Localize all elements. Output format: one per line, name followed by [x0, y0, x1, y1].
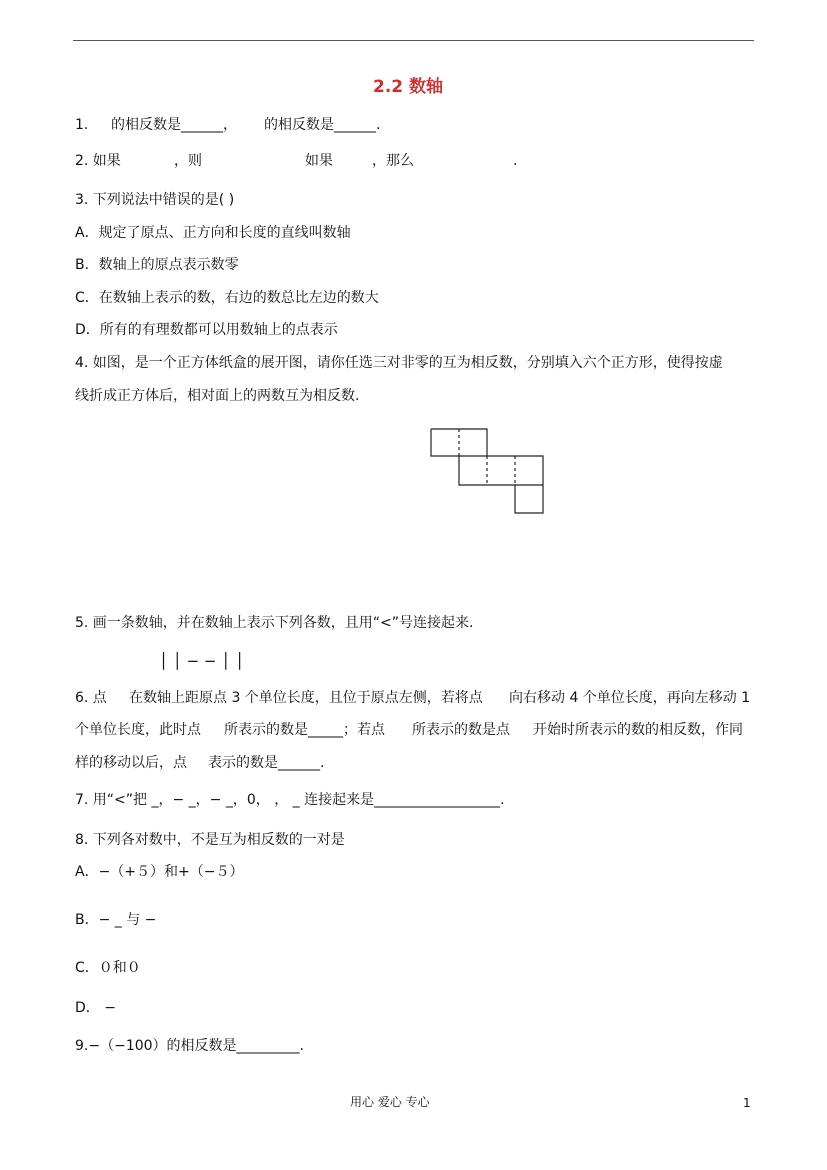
q6-line-2-a: 个单位长度，此时点: [75, 722, 201, 738]
q8-option-a: A．−（+５）和+（−５）: [75, 864, 244, 880]
q3-option-b: B．数轴上的原点表示数零: [75, 257, 239, 273]
q6-line-3-a: 样的移动以后，点: [75, 755, 187, 771]
q1-part-b: 的相反数是______.: [264, 117, 381, 133]
q2-part-e: .: [513, 153, 518, 169]
q5-numbers: │ │ − − │ │: [159, 652, 245, 670]
q3-stem: 3. 下列说法中错误的是( ): [75, 192, 235, 208]
q1-part-a: 的相反数是______，: [111, 117, 237, 133]
q6-line-2-b: 所表示的数是_____；若点: [224, 722, 385, 738]
q6-line-3-b: 表示的数是______.: [208, 755, 325, 771]
q2-part-a: 2. 如果: [75, 153, 121, 169]
q2-part-d: ，那么: [372, 153, 414, 169]
q3-option-a: A．规定了原点、正方向和长度的直线叫数轴: [75, 225, 351, 241]
q4-line-2: 线折成正方体后，相对面上的两数互为相反数.: [75, 388, 360, 404]
q8-option-d: D． −: [75, 1000, 116, 1016]
header-rule: [73, 40, 754, 41]
q6-line-2-c: 所表示的数是点: [412, 722, 510, 738]
q6-line-2-d: 开始时所表示的数的相反数，作同: [533, 722, 743, 738]
q3-option-d: D．所有的有理数都可以用数轴上的点表示: [75, 322, 338, 338]
q4-line-1: 4. 如图，是一个正方体纸盒的展开图，请你任选三对非零的互为相反数，分别填入六个正方形，使得按虚: [75, 355, 723, 371]
q6-line-1-c: 向右移动 4 个单位长度，再向左移动 1: [509, 690, 751, 706]
page-title: 2.2 数轴: [373, 77, 444, 97]
q8-option-b: B．− _ 与 −: [75, 912, 157, 928]
q7-stem: 7. 用“<”把 _，− _，− _，0， ， _ 连接起来是__________________.: [75, 792, 505, 808]
q2-part-c: 如果: [305, 153, 333, 169]
q3-option-c: C．在数轴上表示的数，右边的数总比左边的数大: [75, 290, 379, 306]
q8-stem: 8. 下列各对数中，不是互为相反数的一对是: [75, 832, 345, 848]
footer-motto: 用心 爱心 专心: [350, 1095, 430, 1109]
page-number: 1: [743, 1096, 751, 1110]
q2-part-b: ，则: [174, 153, 202, 169]
q9-stem: 9.−（−100）的相反数是_________.: [75, 1038, 304, 1054]
q8-option-c: C．０和０: [75, 960, 141, 976]
cube-net-diagram: [430, 428, 544, 514]
q6-line-1-b: 在数轴上距原点 3 个单位长度，且位于原点左侧，若将点: [129, 690, 483, 706]
q6-line-1-a: 6. 点: [75, 690, 107, 706]
q1-number: 1.: [75, 117, 89, 133]
q5-stem: 5. 画一条数轴，并在数轴上表示下列各数，且用“<”号连接起来.: [75, 615, 474, 631]
